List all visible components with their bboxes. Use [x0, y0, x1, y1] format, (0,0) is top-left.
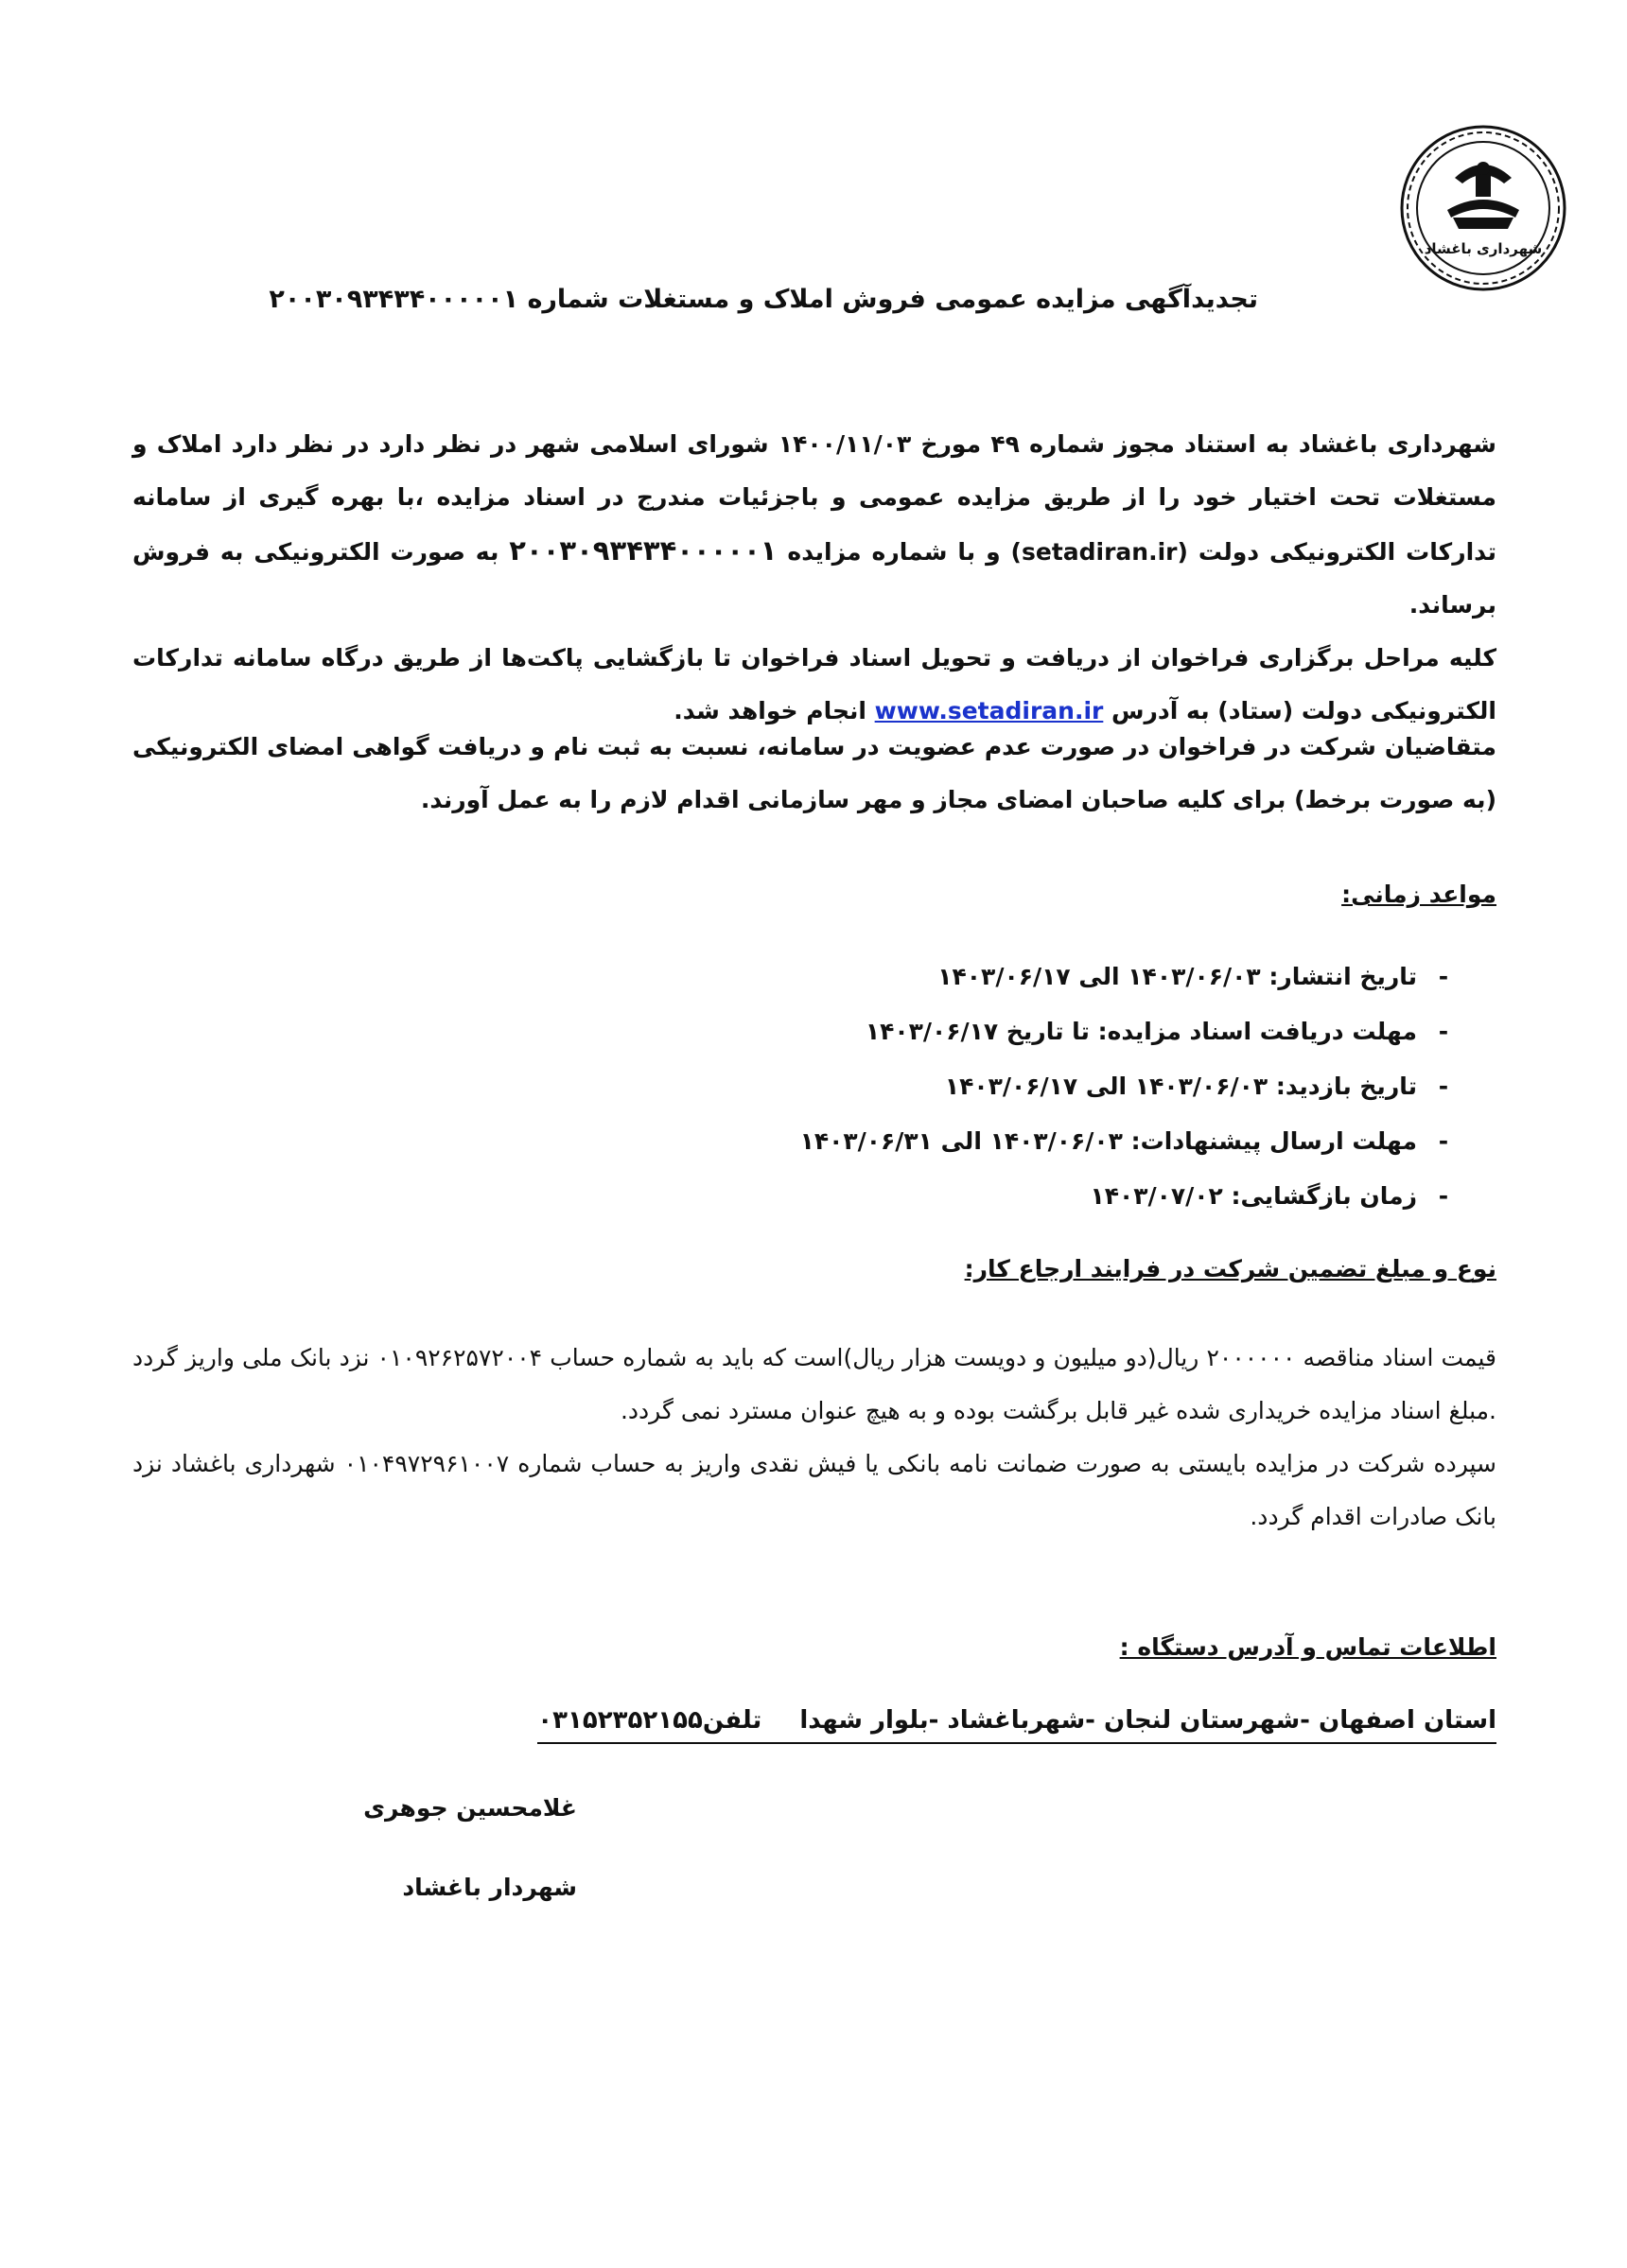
- schedule-list: [524, 950, 1470, 1224]
- address-text: استان اصفهان -شهرستان لنجان -شهرباغشاد -بلوار شهدا: [799, 1706, 1496, 1735]
- setadiran-link[interactable]: www.setadiran.ir: [874, 697, 1104, 724]
- guarantee-section: [132, 1332, 1496, 1544]
- intro-section: [132, 418, 1496, 738]
- signatory-role: شهردار باغشاد: [402, 1874, 577, 1901]
- schedule-item: [524, 1059, 1470, 1114]
- schedule-heading: مواعد زمانی:: [1341, 881, 1496, 908]
- intro-text-2b: انجام خواهد شد.: [674, 697, 875, 724]
- municipality-logo: [1398, 123, 1568, 293]
- address-line: [537, 1699, 1496, 1744]
- intro-text-1b: به صورت الکترونیکی به فروش برساند.: [132, 538, 1496, 619]
- intro-text-1a: شهرداری باغشاد به استناد مجوز شماره ۴۹ مورخ ۱۴۰۰/۱۱/۰۳ شورای اسلامی شهر در نظر دارد در نظر دارد املاک و مستغلات تحت اختیار خود را از طریق مزایده عمومی و باجزئیات مندرج در اسناد مزایده ،با بهره گیری از سامانه تدارکات الکترونیکی دولت (setadiran.ir) و با شماره مزایده: [132, 430, 1497, 566]
- schedule-item: [524, 1114, 1470, 1169]
- phone-text: تلفن۰۳۱۵۲۳۵۲۱۵۵: [537, 1706, 762, 1735]
- intro-paragraph-1: [132, 418, 1496, 632]
- schedule-item-text: زمان بازگشایی: ۱۴۰۳/۰۷/۰۲: [1090, 1182, 1417, 1210]
- schedule-item-text: تاریخ انتشار: ۱۴۰۳/۰۶/۰۳ الی ۱۴۰۳/۰۶/۱۷: [937, 963, 1417, 990]
- schedule-item-text: تاریخ بازدید: ۱۴۰۳/۰۶/۰۳ الی ۱۴۰۳/۰۶/۱۷: [944, 1073, 1417, 1100]
- guarantee-heading: نوع و مبلغ تضمین شرکت در فرایند ارجاع کار:: [964, 1255, 1496, 1282]
- bullet-dash-icon: -: [1438, 1073, 1449, 1100]
- intro-text-2a: کلیه مراحل برگزاری فراخوان از دریافت و تحویل اسناد فراخوان تا بازگشایی پاکت‌ها از طریق درگاه سامانه تدارکات الکترونیکی دولت (ستاد) به آدرس: [132, 644, 1496, 724]
- schedule-item: [524, 1169, 1470, 1224]
- applicants-paragraph: متقاضیان شرکت در فراخوان در صورت عدم عضویت در سامانه، نسبت به ثبت نام و دریافت گواهی امضای الکترونیکی (به صورت برخط) برای کلیه صاحبان امضای مجاز و مهر سازمانی اقدام لازم را به عمل آورند.: [132, 733, 1496, 813]
- guarantee-paragraph-2: سپرده شرکت در مزایده بایستی به صورت ضمانت نامه بانکی یا فیش نقدی واریز به حساب شماره ۰۱۰۴۹۷۲۹۶۱۰۰۷ شهرداری باغشاد نزد بانک صادرات اقدام گردد.: [132, 1450, 1496, 1530]
- guarantee-paragraph-1: قیمت اسناد مناقصه ۲۰۰۰۰۰۰ ریال(دو میلیون و دویست هزار ریال)است که باید به شماره حساب ۰۱۰۹۲۶۲۵۷۲۰۰۴ نزد بانک ملی واریز گردد .مبلغ اسناد مزایده خریداری شده غیر قابل برگشت بوده و به هیچ عنوان مسترد نمی گردد.: [132, 1344, 1496, 1424]
- schedule-item: [524, 1004, 1470, 1059]
- schedule-item: [524, 950, 1470, 1004]
- auction-number: ۲۰۰۳۰۹۳۴۳۴۰۰۰۰۰۱: [509, 534, 778, 567]
- bullet-dash-icon: -: [1438, 1127, 1449, 1155]
- bullet-dash-icon: -: [1438, 1182, 1449, 1210]
- bullet-dash-icon: -: [1438, 1018, 1449, 1045]
- applicants-section: [132, 721, 1496, 827]
- logo-seal-icon: [1398, 123, 1568, 293]
- contact-heading: اطلاعات تماس و آدرس دستگاه :: [1119, 1633, 1496, 1661]
- schedule-item-text: مهلت دریافت اسناد مزایده: تا تاریخ ۱۴۰۳/۰۶/۱۷: [865, 1018, 1417, 1045]
- bullet-dash-icon: -: [1438, 963, 1449, 990]
- page-title: تجدیدآگهی مزایده عمومی فروش املاک و مستغلات شماره ۲۰۰۳۰۹۳۴۳۴۰۰۰۰۰۱: [269, 285, 1258, 314]
- schedule-item-text: مهلت ارسال پیشنهادات: ۱۴۰۳/۰۶/۰۳ الی ۱۴۰۳/۰۶/۳۱: [799, 1127, 1417, 1155]
- signatory-name: غلامحسین جوهری: [363, 1794, 577, 1822]
- logo-text: شهرداری باغشاد: [1424, 240, 1543, 257]
